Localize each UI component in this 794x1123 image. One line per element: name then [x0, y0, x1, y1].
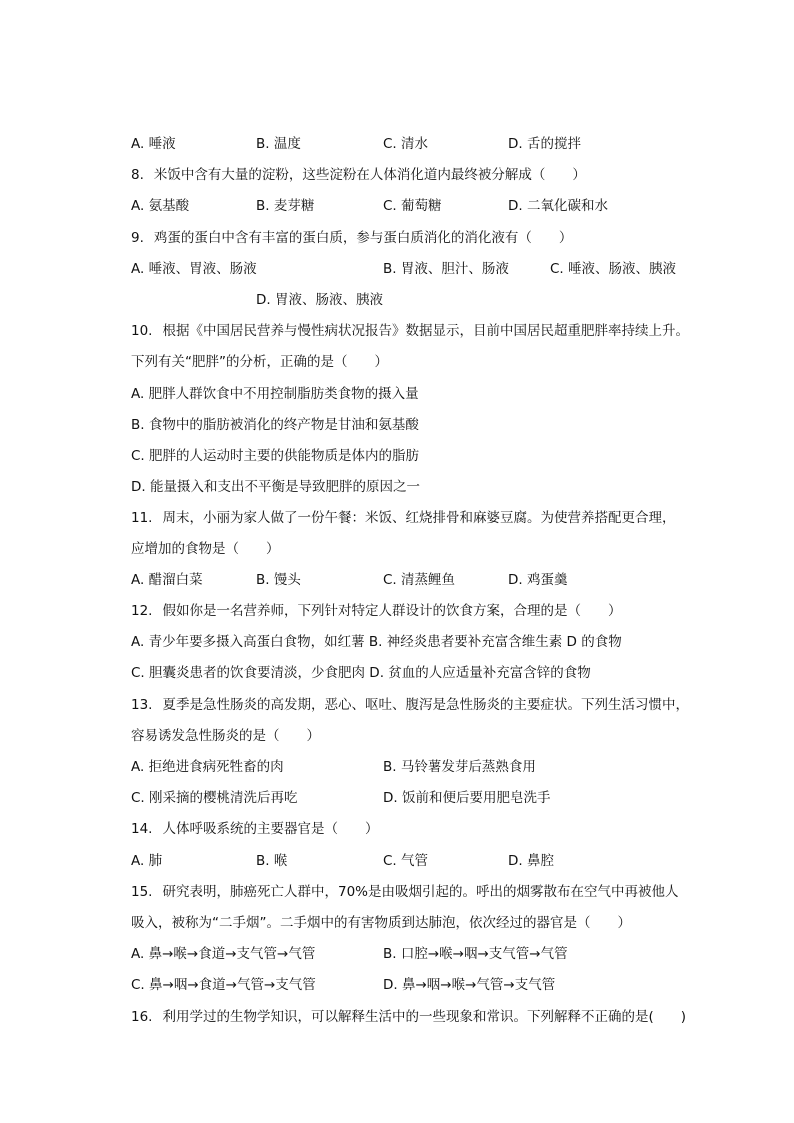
option-a: A. 唾液、胃液、肠液: [131, 261, 257, 277]
question-number: 9.: [131, 230, 144, 246]
question-number: 10.: [131, 323, 153, 339]
option-b: B. 温度: [256, 136, 301, 152]
question-number: 11.: [131, 510, 153, 526]
option-d: D. 二氧化碳和水: [508, 198, 608, 214]
option-c: C. 气管: [383, 853, 429, 869]
question-number: 14.: [131, 821, 153, 837]
option-b: B. 食物中的脂肪被消化的终产物是甘油和氨基酸: [131, 417, 419, 433]
option-a: A. 拒绝进食病死牲畜的肉: [131, 759, 284, 775]
option-a: A. 肺: [131, 853, 163, 869]
option-d: D. 鼻腔: [508, 853, 554, 869]
option-c: C. 肥胖的人运动时主要的供能物质是体内的脂肪: [131, 448, 420, 464]
option-b: B. 馒头: [256, 572, 301, 588]
option-d: D. 舌的搅拌: [508, 136, 581, 152]
option-b: B. 马铃薯发芽后蒸熟食用: [383, 759, 536, 775]
option-c: C. 唾液、肠液、胰液: [550, 261, 677, 277]
option-d: D. 鼻→咽→喉→气管→支气管: [383, 977, 556, 993]
question-11-line-2: 应增加的食物是（ ）: [131, 541, 280, 557]
question-number: 13.: [131, 697, 153, 713]
option-c: C. 清蒸鲤鱼: [383, 572, 456, 588]
options-line-1: A. 青少年要多摄入高蛋白食物，如红薯 B. 神经炎患者要补充富含维生素 D 的食物: [131, 634, 622, 650]
question-12: [131, 601, 621, 621]
question-number: 16.: [131, 1009, 153, 1025]
question-13-line-2: 容易诱发急性肠炎的是（ ）: [131, 728, 320, 744]
option-d: D. 能量摄入和支出不平衡是导致肥胖的原因之一: [131, 479, 420, 495]
option-a: A. 肥胖人群饮食中不用控制脂肪类食物的摄入量: [131, 386, 419, 402]
question-number: 15.: [131, 884, 153, 900]
option-c: C. 刚采摘的樱桃清洗后再吃: [131, 790, 298, 806]
question-text: 米饭中含有大量的淀粉，这些淀粉在人体消化道内最终被分解成（ ）: [153, 167, 586, 183]
question-text: 假如你是一名营养师，下列针对特定人群设计的饮食方案，合理的是（ ）: [162, 603, 622, 619]
option-b: B. 麦芽糖: [256, 198, 315, 214]
question-text-line-1: 周末，小丽为家人做了一份午餐：米饭、红烧排骨和麻婆豆腐。为使营养搭配更合理，: [162, 510, 676, 526]
option-a: A. 醋溜白菜: [131, 572, 203, 588]
option-a: A. 鼻→喉→食道→支气管→气管: [131, 946, 316, 962]
option-c: C. 鼻→咽→食道→气管→支气管: [131, 977, 316, 993]
option-a: A. 氨基酸: [131, 198, 190, 214]
option-d: D. 鸡蛋羹: [508, 572, 568, 588]
question-10: [131, 321, 689, 341]
question-text: 利用学过的生物学知识，可以解释生活中的一些现象和常识。下列解释不正确的是( ): [162, 1009, 687, 1025]
option-b: B. 喉: [256, 853, 288, 869]
question-13: [131, 695, 689, 715]
option-d: D. 胃液、肠液、胰液: [256, 292, 383, 308]
question-text-line-1: 夏季是急性肠炎的高发期，恶心、呕吐、腹泻是急性肠炎的主要症状。下列生活习惯中，: [162, 697, 689, 713]
question-number: 12.: [131, 603, 153, 619]
question-8: [131, 165, 586, 185]
options-line-2: C. 胆囊炎患者的饮食要清淡，少食肥肉 D. 贫血的人应适量补充富含锌的食物: [131, 665, 591, 681]
question-text: 人体呼吸系统的主要器官是（ ）: [162, 821, 379, 837]
question-text-line-1: 研究表明，肺癌死亡人群中，70%是由吸烟引起的。呼出的烟雾散布在空气中再被他人: [162, 884, 679, 900]
question-10-line-2: 下列有关“肥胖”的分析，正确的是（ ）: [131, 354, 388, 370]
question-text-line-1: 根据《中国居民营养与慢性病状况报告》数据显示，目前中国居民超重肥胖率持续上升。: [162, 323, 689, 339]
question-14: [131, 819, 378, 839]
question-number: 8.: [131, 167, 144, 183]
question-9: [131, 228, 572, 248]
question-text: 鸡蛋的蛋白中含有丰富的蛋白质，参与蛋白质消化的消化液有（ ）: [153, 230, 573, 246]
question-16: [131, 1007, 686, 1027]
question-15-line-2: 吸入，被称为“二手烟”。二手烟中的有害物质到达肺泡，依次经过的器官是（ ）: [131, 915, 631, 931]
option-d: D. 饭前和便后要用肥皂洗手: [383, 790, 551, 806]
option-c: C. 葡萄糖: [383, 198, 442, 214]
option-a: A. 唾液: [131, 136, 176, 152]
question-15: [131, 882, 679, 902]
question-11: [131, 508, 675, 528]
option-c: C. 清水: [383, 136, 429, 152]
option-b: B. 口腔→喉→咽→支气管→气管: [383, 946, 568, 962]
option-b: B. 胃液、胆汁、肠液: [383, 261, 509, 277]
